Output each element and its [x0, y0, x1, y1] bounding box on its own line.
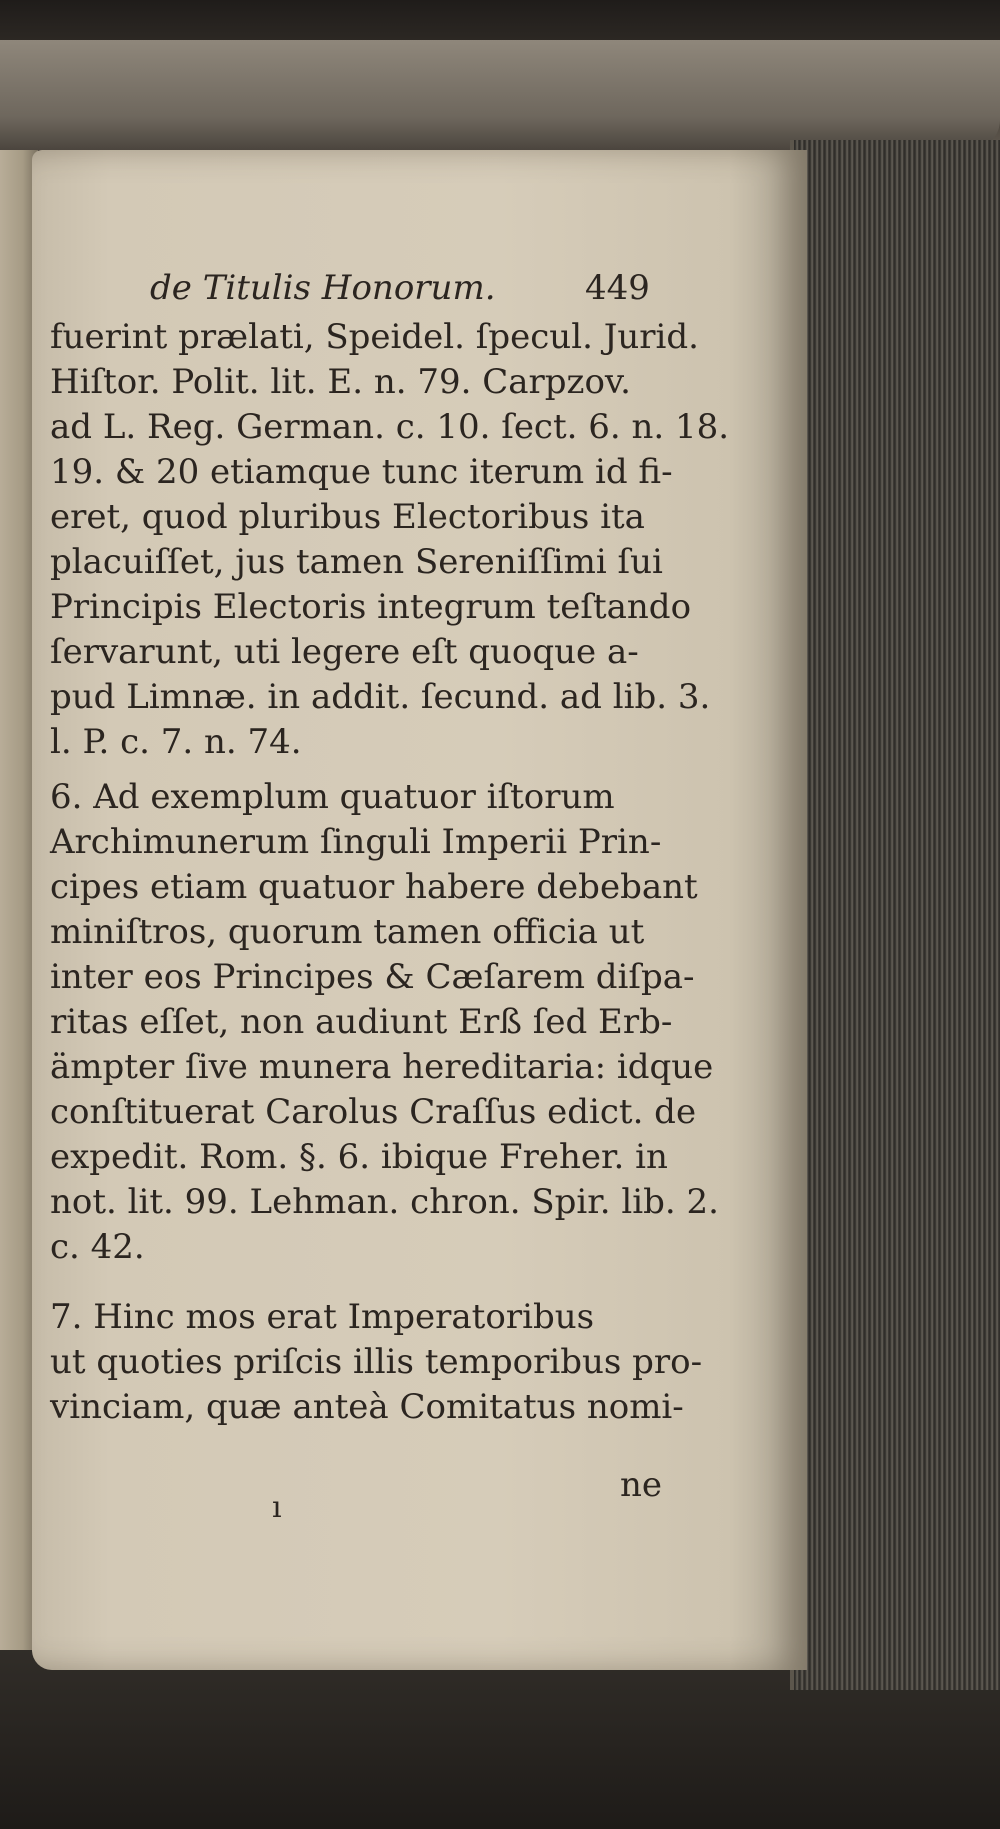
text-line: ſervarunt, uti legere eſt quoque a- [50, 632, 639, 672]
text-line: ad L. Reg. German. c. 10. ſect. 6. n. 18. [50, 407, 730, 447]
running-head [150, 268, 670, 308]
text-line: miniſtros, quorum tamen officia ut [50, 912, 645, 952]
text-line: ut quoties priſcis illis temporibus pro- [50, 1342, 703, 1382]
text-line: 6. Ad exemplum quatuor iſtorum [50, 777, 615, 817]
text-line: 19. & 20 etiamque tunc iterum id fi- [50, 452, 673, 492]
text-line: Archimunerum ſinguli Imperii Prin- [50, 822, 662, 862]
text-line: conſtituerat Carolus Craſſus edict. de [50, 1092, 697, 1132]
text-line: placuiſſet, jus tamen Sereniſſimi ſui [50, 542, 663, 582]
text-line: eret, quod pluribus Electoribus ita [50, 497, 645, 537]
text-line: cipes etiam quatuor habere debebant [50, 867, 698, 907]
text-line: c. 42. [50, 1227, 145, 1267]
text-line: ämpter ſive munera hereditaria: idque [50, 1047, 714, 1087]
page-number: 449 [585, 268, 650, 308]
text-line: Principis Electoris integrum teſtando [50, 587, 692, 627]
text-line: fuerint prælati, Speidel. ſpecul. Jurid. [50, 317, 699, 357]
text-line: inter eos Principes & Cæſarem diſpa- [50, 957, 695, 997]
text-line: l. P. c. 7. n. 74. [50, 722, 302, 762]
page-edges [790, 140, 1000, 1690]
text-line: expedit. Rom. §. 6. ibique Freher. in [50, 1137, 668, 1177]
text-line: 7. Hinc mos erat Imperatoribus [50, 1297, 595, 1337]
running-title: de Titulis Honorum. [150, 268, 496, 308]
book-cover-edge [0, 40, 1000, 150]
catchword: ne [620, 1465, 663, 1505]
text-line: pud Limnæ. in addit. ſecund. ad lib. 3. [50, 677, 711, 717]
text-line: ritas eſſet, non audiunt Erß ſed Erb- [50, 1002, 673, 1042]
text-line: Hiſtor. Polit. lit. E. n. 79. Carpzov. [50, 362, 631, 402]
text-line: not. lit. 99. Lehman. chron. Spir. lib. 2. [50, 1182, 719, 1222]
signature-mark: ı [272, 1490, 282, 1525]
text-line: vinciam, quæ anteà Comitatus nomi- [50, 1387, 684, 1427]
